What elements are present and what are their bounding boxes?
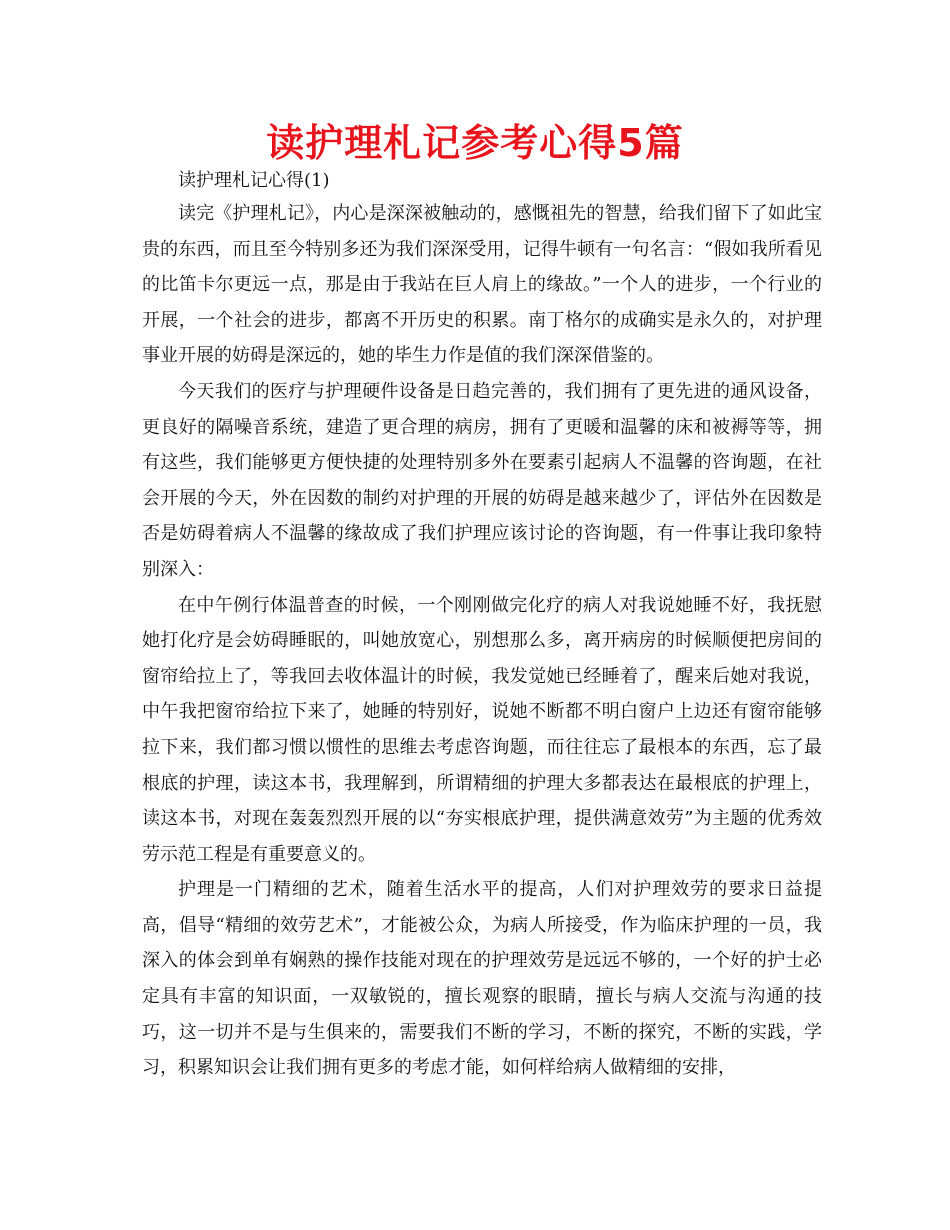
document-title: 读护理札记参考心得5篇 [266, 121, 684, 165]
paragraph-2: 今天我们的医疗与护理硬件设备是日趋完善的，我们拥有了更先进的通风设备，更良好的隔噪音系统，建造了更合理的病房，拥有了更暖和温馨的床和被褥等等，拥有这些，我们能够更方便快捷的处理特别多外在要素引起病人不温馨的咨询题，在社会开展的今天，外在因数的制约对护理的开展的妨碍是越来越少了，评估外在因数是否是妨碍着病人不温馨的缘故成了我们护理应该讨论的咨询题，有一件事让我印象特别深入： [142, 380, 822, 580]
paragraph-4: 护理是一门精细的艺术，随着生活水平的提高，人们对护理效劳的要求日益提高，倡导“精细的效劳艺术”，才能被公众，为病人所接受，作为临床护理的一员，我深入的体会到单有娴熟的操作技能对现在的护理效劳是远远不够的，一个好的护士必定具有丰富的知识面，一双敏锐的，擅长观察的眼睛，擅长与病人交流与沟通的技巧，这一切并不是与生俱来的，需要我们不断的学习，不断的探究，不断的实践，学习，积累知识会让我们拥有更多的考虑才能，如何样给病人做精细的安排， [142, 879, 822, 1079]
document-body [142, 166, 822, 1086]
section-heading: 读护理札记心得(1) [178, 170, 330, 191]
paragraph-1: 读完《护理札记》，内心是深深被触动的，感慨祖先的智慧，给我们留下了如此宝贵的东西，而且至今特别多还为我们深深受用，记得牛顿有一句名言：“假如我所看见的比笛卡尔更远一点，那是由于我站在巨人肩上的缘故。”一个人的进步，一个行业的开展，一个社会的进步，都离不开历史的积累。南丁格尔的成确实是永久的，对护理事业开展的妨碍是深远的，她的毕生力作是值的我们深深借鉴的。 [142, 203, 822, 367]
paragraph-3: 在中午例行体温普查的时候，一个刚刚做完化疗的病人对我说她睡不好，我抚慰她打化疗是会妨碍睡眠的，叫她放宽心，别想那么多，离开病房的时候顺便把房间的窗帘给拉上了，等我回去收体温计的时候，我发觉她已经睡着了，醒来后她对我说，中午我把窗帘给拉下来了，她睡的特别好，说她不断都不明白窗户上边还有窗帘能够拉下来，我们都习惯以惯性的思维去考虑咨询题，而往往忘了最根本的东西，忘了最根底的护理，读这本书，我理解到，所谓精细的护理大多都表达在最根底的护理上，读这本书，对现在轰轰烈烈开展的以“夯实根底护理，提供满意效劳”为主题的优秀效劳示范工程是有重要意义的。 [142, 594, 822, 865]
